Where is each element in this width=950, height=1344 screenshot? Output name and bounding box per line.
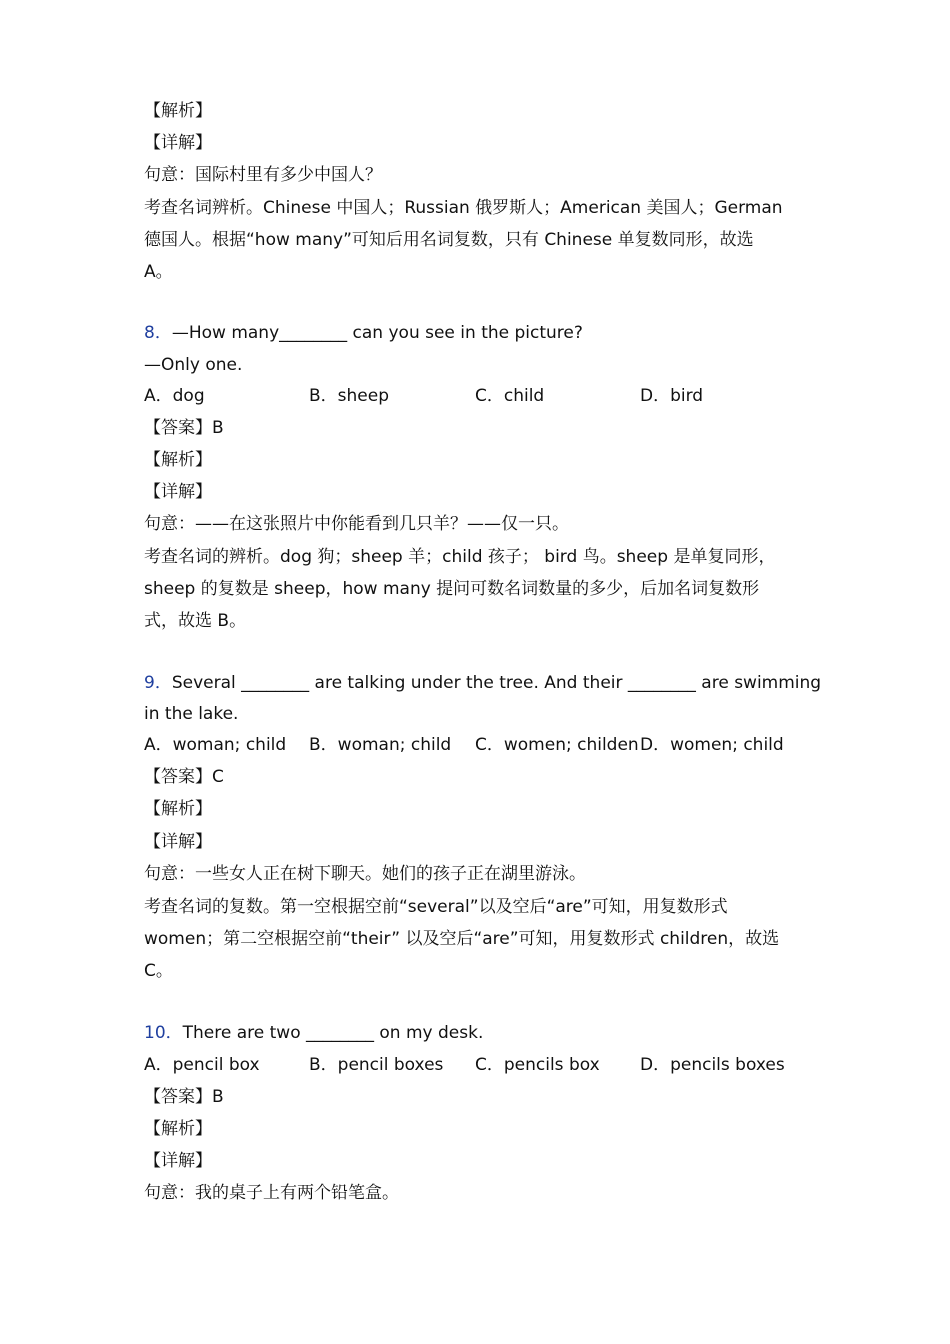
q10-option-c: C．pencils box	[475, 1055, 600, 1075]
q8-explanation-line-1: 考查名词的辨析。dog 狗；sheep 羊；child 孩子； bird 鸟。sheep 是单复同形，	[144, 547, 776, 567]
q9-explanation-line-3: C。	[144, 961, 173, 981]
q8-answer: 【答案】B	[144, 418, 224, 438]
q9-answer: 【答案】C	[144, 767, 224, 787]
q7-explanation-line-3: A。	[144, 262, 173, 282]
q10-analysis-label: 【解析】	[144, 1119, 212, 1139]
q10-option-a: A．pencil box	[144, 1055, 260, 1075]
q8-explanation-line-3: 式，故选 B。	[144, 611, 247, 631]
q9-option-d: D．women; child	[640, 735, 784, 755]
q9-number: 9．	[144, 673, 172, 693]
q8-question	[144, 322, 583, 344]
q10-question	[144, 1022, 483, 1044]
q10-question-text: There are two ________ on my desk.	[182, 1023, 484, 1043]
q7-analysis-label: 【解析】	[144, 101, 212, 121]
q7-explanation-line-1: 考查名词辨析。Chinese 中国人；Russian 俄罗斯人；American 美国人；German	[144, 198, 783, 218]
q10-number: 10．	[144, 1023, 183, 1043]
q9-explanation-line-2: women；第二空根据空前“their” 以及空后“are”可知，用复数形式 children，故选	[144, 929, 780, 949]
q9-question-line-2: in the lake.	[144, 704, 239, 724]
q8-option-d: D．bird	[640, 386, 704, 406]
q8-option-a: A．dog	[144, 386, 205, 406]
q9-question	[144, 672, 821, 694]
q8-explanation-line-2: sheep 的复数是 sheep，how many 提问可数名词数量的多少，后加名词复数形	[144, 579, 760, 599]
q10-meaning: 句意：我的桌子上有两个铅笔盒。	[144, 1183, 399, 1203]
q9-option-b: B．woman; child	[309, 735, 452, 755]
q9-option-c: C．women; childen	[475, 735, 639, 755]
q8-number: 8．	[144, 323, 172, 343]
q9-analysis-label: 【解析】	[144, 799, 212, 819]
q8-detail-label: 【详解】	[144, 482, 212, 502]
q8-meaning: 句意：——在这张照片中你能看到几只羊？——仅一只。	[144, 514, 569, 534]
q10-option-d: D．pencils boxes	[640, 1055, 785, 1075]
q9-explanation-line-1: 考查名词的复数。第一空根据空前“several”以及空后“are”可知，用复数形式	[144, 897, 728, 917]
q9-question-text: Several ________ are talking under the tree. And their ________ are swimming	[171, 673, 822, 693]
q9-option-a: A．woman; child	[144, 735, 287, 755]
q10-option-b: B．pencil boxes	[309, 1055, 444, 1075]
q8-question-text: —How many________ can you see in the picture?	[171, 323, 583, 343]
q8-option-c: C．child	[475, 386, 545, 406]
q10-answer: 【答案】B	[144, 1087, 224, 1107]
q8-question-line-2: —Only one.	[144, 355, 243, 375]
q9-detail-label: 【详解】	[144, 832, 212, 852]
q7-explanation-line-2: 德国人。根据“how many”可知后用名词复数，只有 Chinese 单复数同形，故选	[144, 230, 754, 250]
q8-option-b: B．sheep	[309, 386, 390, 406]
q10-detail-label: 【详解】	[144, 1151, 212, 1171]
q8-analysis-label: 【解析】	[144, 450, 212, 470]
q7-meaning: 句意：国际村里有多少中国人？	[144, 165, 382, 185]
q7-detail-label: 【详解】	[144, 133, 212, 153]
q9-meaning: 句意：一些女人正在树下聊天。她们的孩子正在湖里游泳。	[144, 864, 586, 884]
